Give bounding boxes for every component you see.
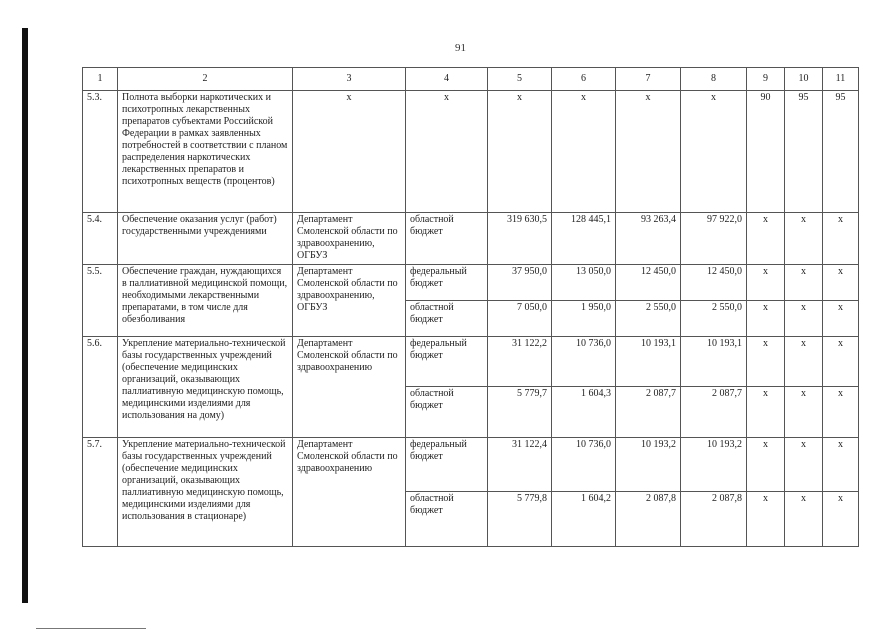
value-cell: 2 087,7 [681,387,747,438]
value-cell: х [616,91,681,213]
value-cell: х [747,387,785,438]
value-cell: 31 122,2 [488,337,552,387]
row-executor: х [293,91,406,213]
value-cell: 10 193,2 [616,438,681,492]
row-source: областной бюджет [406,301,488,337]
value-cell: х [823,492,859,547]
row-source: областной бюджет [406,213,488,265]
value-cell: 10 193,1 [616,337,681,387]
value-cell: х [747,301,785,337]
value-cell: 95 [823,91,859,213]
page-number: 91 [455,42,466,54]
binding-bar [22,28,28,603]
row-source: областной бюджет [406,492,488,547]
value-cell: 128 445,1 [552,213,616,265]
value-cell: х [823,337,859,387]
row-source: областной бюджет [406,387,488,438]
bottom-rule [36,628,146,629]
value-cell: 10 736,0 [552,438,616,492]
budget-table [82,67,859,547]
row-executor: Департамент Смоленской области по здравоохранению [293,337,406,438]
value-cell: 37 950,0 [488,265,552,301]
value-cell: х [785,492,823,547]
value-cell: х [785,301,823,337]
row-executor: Департамент Смоленской области по здравоохранению, ОГБУЗ [293,213,406,265]
value-cell: х [785,213,823,265]
header-cell: 9 [747,68,785,91]
row-source: федеральный бюджет [406,265,488,301]
value-cell: х [785,337,823,387]
row-code: 5.4. [83,213,118,265]
value-cell: х [785,265,823,301]
value-cell: х [823,265,859,301]
value-cell: х [785,387,823,438]
row-name: Укрепление материально-технической базы государственных учреждений (обеспечение медицинских организаций, оказывающих паллиативную медицинскую помощь, медицинскими изделиями для использования на дому) [118,337,293,438]
value-cell: 2 087,8 [681,492,747,547]
header-cell: 6 [552,68,616,91]
table-row [83,213,859,265]
table-row [83,438,859,492]
header-cell: 1 [83,68,118,91]
value-cell: х [785,438,823,492]
row-code: 5.6. [83,337,118,438]
value-cell: 12 450,0 [681,265,747,301]
value-cell: 97 922,0 [681,213,747,265]
value-cell: х [681,91,747,213]
header-cell: 3 [293,68,406,91]
value-cell: 95 [785,91,823,213]
row-name: Обеспечение граждан, нуждающихся в паллиативной медицинской помощи, необходимыми лекарственными препаратами, в том числе для обезболивания [118,265,293,337]
value-cell: 12 450,0 [616,265,681,301]
value-cell: х [747,337,785,387]
value-cell: х [823,387,859,438]
value-cell: 5 779,7 [488,387,552,438]
value-cell: 10 736,0 [552,337,616,387]
value-cell: 90 [747,91,785,213]
header-cell: 11 [823,68,859,91]
header-row [83,68,859,91]
row-code: 5.5. [83,265,118,337]
value-cell: х [823,438,859,492]
value-cell: х [488,91,552,213]
header-cell: 8 [681,68,747,91]
value-cell: 319 630,5 [488,213,552,265]
value-cell: 2 550,0 [616,301,681,337]
table-row [83,265,859,301]
value-cell: х [747,213,785,265]
value-cell: 10 193,1 [681,337,747,387]
value-cell: 13 050,0 [552,265,616,301]
header-cell: 7 [616,68,681,91]
row-executor: Департамент Смоленской области по здравоохранению, ОГБУЗ [293,265,406,337]
row-source: федеральный бюджет [406,337,488,387]
value-cell: х [747,492,785,547]
value-cell: 31 122,4 [488,438,552,492]
value-cell: 1 950,0 [552,301,616,337]
value-cell: 1 604,2 [552,492,616,547]
table-row [83,91,859,213]
value-cell: 7 050,0 [488,301,552,337]
value-cell: х [747,438,785,492]
value-cell: х [823,301,859,337]
row-code: 5.3. [83,91,118,213]
header-cell: 2 [118,68,293,91]
value-cell: х [747,265,785,301]
row-name: Обеспечение оказания услуг (работ) государственными учреждениями [118,213,293,265]
row-source: х [406,91,488,213]
value-cell: х [552,91,616,213]
value-cell: 2 087,8 [616,492,681,547]
value-cell: 1 604,3 [552,387,616,438]
value-cell: 2 087,7 [616,387,681,438]
value-cell: 5 779,8 [488,492,552,547]
header-cell: 10 [785,68,823,91]
row-name: Полнота выборки наркотических и психотропных лекарственных препаратов субъектами Российской Федерации в рамках заявленных потребностей в соответствии с планом распределения наркотических лекарственных препаратов и психотропных веществ (процентов) [118,91,293,213]
header-cell: 4 [406,68,488,91]
header-cell: 5 [488,68,552,91]
row-executor: Департамент Смоленской области по здравоохранению [293,438,406,547]
value-cell: 10 193,2 [681,438,747,492]
table-row [83,337,859,387]
row-source: федеральный бюджет [406,438,488,492]
value-cell: 93 263,4 [616,213,681,265]
value-cell: 2 550,0 [681,301,747,337]
row-code: 5.7. [83,438,118,547]
value-cell: х [823,213,859,265]
row-name: Укрепление материально-технической базы государственных учреждений (обеспечение медицинских организаций, оказывающих паллиативную медицинскую помощь, медицинскими изделиями для использования в стационаре) [118,438,293,547]
